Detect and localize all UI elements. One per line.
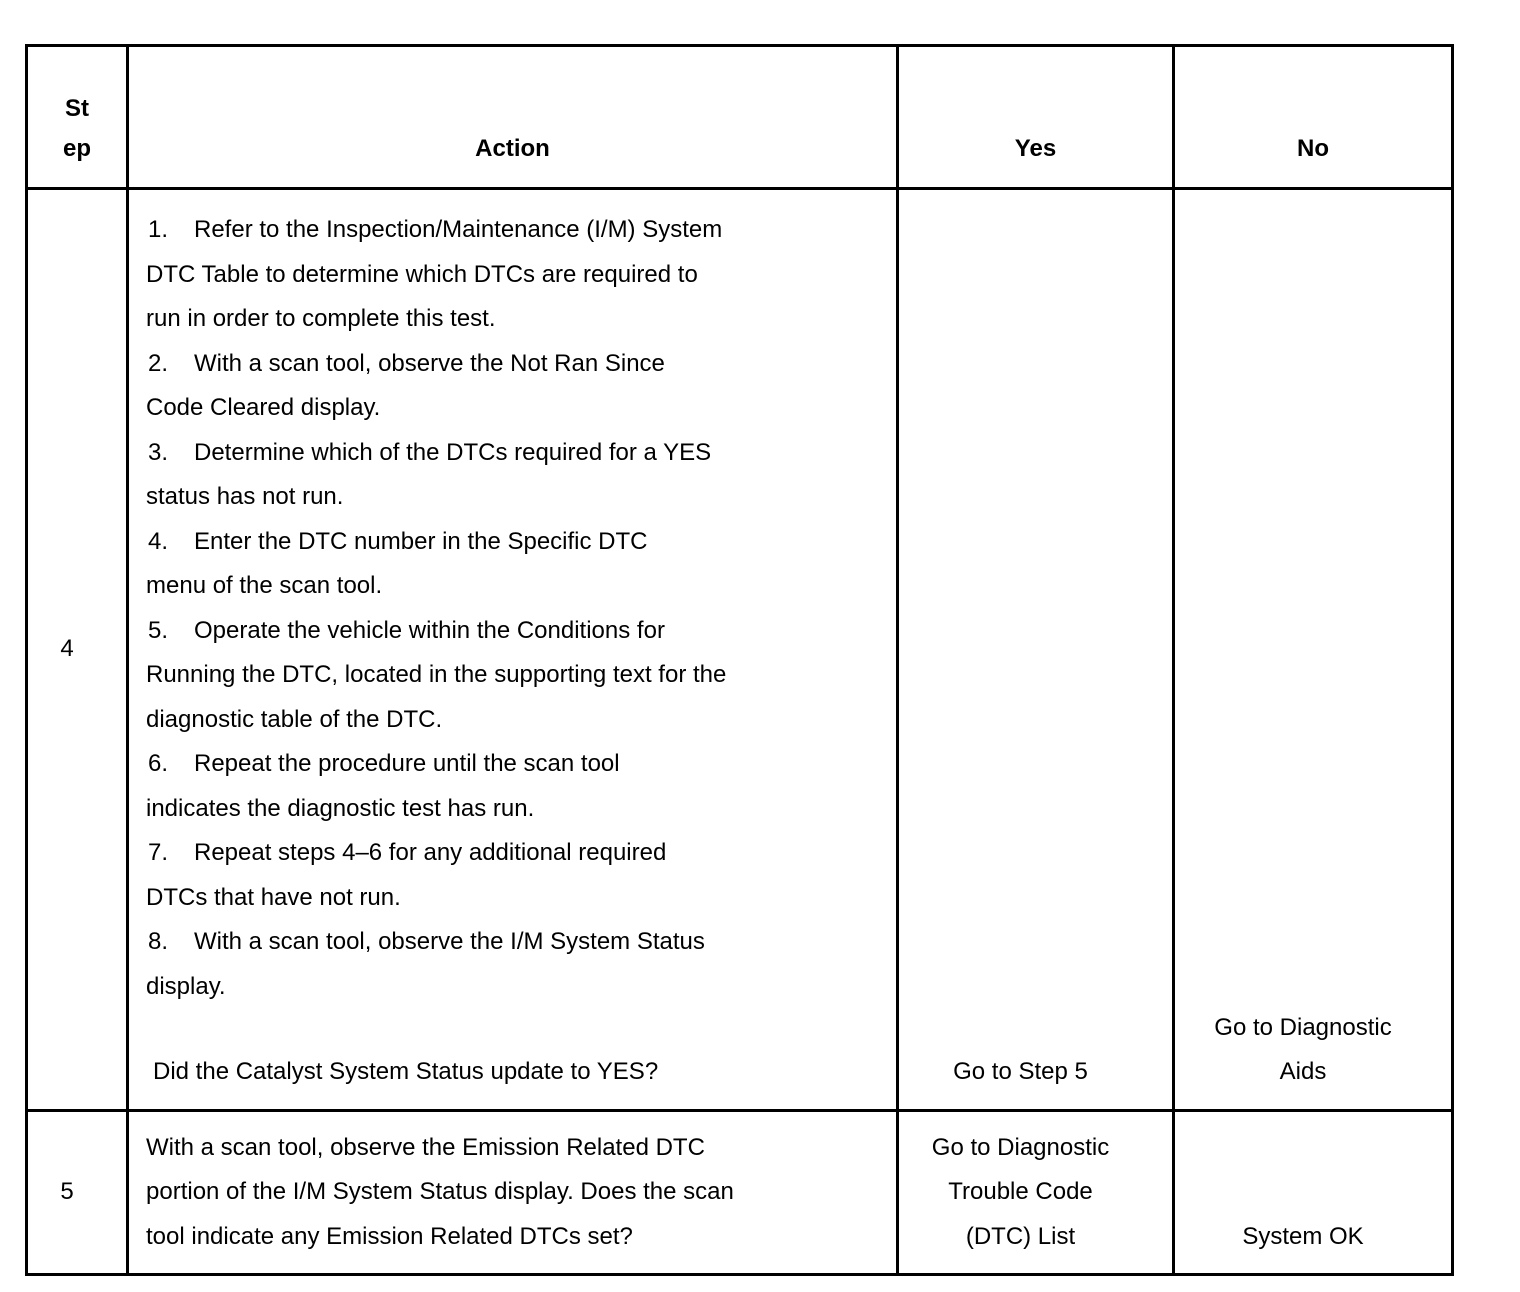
action-text: Enter the DTC number in the Specific DTC: [194, 527, 648, 555]
list-item: [146, 920, 876, 1009]
action-line: [146, 297, 876, 342]
action-line: [146, 386, 876, 431]
action-list: [146, 208, 876, 1009]
action-text: run in order to complete this test.: [146, 305, 496, 332]
item-number: 2.: [148, 349, 169, 377]
action-line: [146, 208, 876, 253]
action-text: Running the DTC, located in the supporting text for the: [146, 661, 727, 688]
action-text: indicates the diagnostic test has run.: [146, 794, 535, 822]
list-item: [146, 208, 876, 342]
list-item: [146, 831, 876, 920]
header-yes: Yes: [898, 46, 1174, 189]
action-line: [146, 831, 876, 876]
list-item: [146, 742, 876, 831]
action-text: Code Cleared display.: [146, 394, 381, 421]
action-line: [146, 965, 876, 1010]
yes-text: Go to Step 5: [953, 1058, 1088, 1085]
action-question: Did the Catalyst System Status update to YES?: [153, 1058, 659, 1085]
yes-cell: [898, 189, 1174, 1111]
item-number: 4.: [148, 527, 169, 555]
action-text: DTCs that have not run.: [146, 883, 401, 911]
action-text: Determine which of the DTCs required for a YES: [194, 438, 712, 466]
item-number: 8.: [148, 928, 169, 955]
no-cell: [1174, 1110, 1453, 1275]
header-no: No: [1174, 46, 1453, 189]
item-number: 7.: [148, 839, 169, 866]
action-line: [146, 475, 876, 520]
action-text: Refer to the Inspection/Maintenance (I/M) System: [194, 216, 723, 243]
header-step-line2: ep: [62, 135, 91, 162]
action-cell: [128, 189, 898, 1111]
item-number: 6.: [148, 750, 169, 777]
no-text: System OK: [1242, 1222, 1364, 1250]
action-text: Repeat steps 4–6 for any additional required: [194, 839, 667, 866]
action-line: tool indicate any Emission Related DTCs set?: [146, 1222, 633, 1250]
table-row-step-5: [27, 1110, 1453, 1275]
action-text: display.: [146, 972, 226, 1000]
action-line: [146, 920, 876, 965]
step-number: 4: [27, 189, 128, 1111]
action-line: [146, 431, 876, 476]
action-text: With a scan tool, observe the I/M System Status: [194, 928, 705, 955]
action-cell: [128, 1110, 898, 1275]
header-step: [27, 46, 128, 189]
item-number: 3.: [148, 438, 169, 466]
diagnostic-table: [25, 44, 1454, 1276]
action-line: [146, 698, 876, 743]
action-line: [146, 520, 876, 565]
action-line: [146, 787, 876, 832]
action-line: [146, 342, 876, 387]
yes-text: Trouble Code: [948, 1178, 1093, 1205]
step-number: 5: [27, 1110, 128, 1275]
action-text: menu of the scan tool.: [146, 572, 383, 599]
action-line: [146, 742, 876, 787]
action-line: With a scan tool, observe the Emission Related DTC: [146, 1133, 705, 1161]
header-action: Action: [128, 46, 898, 189]
list-item: [146, 609, 876, 743]
yes-text: (DTC) List: [965, 1222, 1076, 1250]
action-line: portion of the I/M System Status display. Does the scan: [146, 1178, 734, 1205]
no-text: Go to Diagnostic: [1214, 1013, 1392, 1041]
no-text: Aids: [1279, 1058, 1327, 1085]
header-row: [27, 46, 1453, 189]
action-text: DTC Table to determine which DTCs are required to: [146, 260, 698, 288]
action-text: status has not run.: [146, 483, 344, 510]
action-line: [146, 253, 876, 298]
action-text: Operate the vehicle within the Conditions for: [194, 616, 665, 644]
action-text: With a scan tool, observe the Not Ran Since: [194, 349, 665, 377]
list-item: [146, 431, 876, 520]
list-item: [146, 520, 876, 609]
action-text: Repeat the procedure until the scan tool: [194, 750, 620, 777]
action-line: [146, 564, 876, 609]
yes-cell: [898, 1110, 1174, 1275]
table-row-step-4: [27, 189, 1453, 1111]
item-number: 1.: [148, 216, 169, 243]
item-number: 5.: [148, 616, 169, 644]
action-line: [146, 653, 876, 698]
yes-text: Go to Diagnostic: [931, 1133, 1110, 1161]
action-line: [146, 876, 876, 921]
list-item: [146, 342, 876, 431]
no-cell: [1174, 189, 1453, 1111]
action-text: diagnostic table of the DTC.: [146, 705, 443, 733]
header-step-line1: St: [65, 95, 89, 122]
action-line: [146, 609, 876, 654]
